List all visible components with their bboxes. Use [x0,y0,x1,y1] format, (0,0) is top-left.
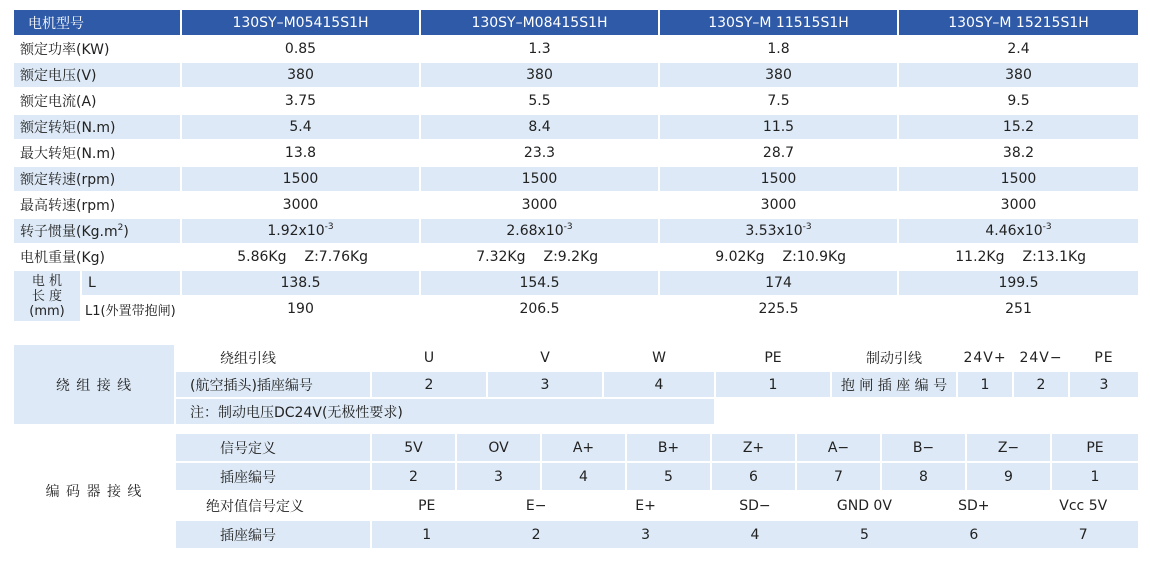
spec-value: 23.3 [420,140,659,166]
spec-row [13,140,1139,166]
length-value: 154.5 [420,270,659,296]
winding-lead-row [13,344,1139,371]
inertia-value: $4.46x10^{-3}$ [898,218,1139,244]
encoder-signal: Z+ [711,433,796,462]
spec-value: 3000 [181,192,420,218]
winding-socket: 3 [487,371,603,398]
abs-signal: SD+ [958,497,990,514]
abs-socket: 4 [750,526,760,543]
spec-value: 3000 [659,192,898,218]
encoder-socket: 2 [371,462,456,491]
spec-value: 38.2 [898,140,1139,166]
spec-value: 1500 [659,166,898,192]
weight-value: 5.86Kg Z:7.76Kg [181,244,420,270]
winding-lead: W [603,344,715,371]
spec-value: 380 [659,62,898,88]
model-name: 130SY–M05415S1H [181,9,420,36]
abs-socket-row [13,520,1139,549]
length-value: 190 [181,296,420,322]
spec-row [13,166,1139,192]
encoder-signal: A− [796,433,881,462]
brake-socket: 2 [1013,371,1069,398]
length-value: 206.5 [420,296,659,322]
spec-row-label: 额定转矩(N.m) [13,114,181,140]
spec-value: 5.5 [420,88,659,114]
brake-socket: 1 [957,371,1013,398]
winding-wiring-table [12,343,1140,426]
spec-value: 11.5 [659,114,898,140]
spec-value: 380 [420,62,659,88]
winding-lead-label: 绕组引线 [175,344,371,371]
spec-value: 3.75 [181,88,420,114]
encoder-socket: 9 [966,462,1051,491]
abs-socket: 3 [641,526,651,543]
spec-value: 1500 [420,166,659,192]
winding-lead: U [371,344,487,371]
brake-lead: 24V+ [957,344,1013,371]
length-value: 174 [659,270,898,296]
note-filler [715,398,1139,425]
weight-value: 11.2Kg Z:13.1Kg [898,244,1139,270]
winding-socket-row [13,371,1139,398]
encoder-signal: OV [456,433,541,462]
length-row-label: L1(外置带抱闸) [81,296,181,322]
encoder-socket: 7 [796,462,881,491]
spec-value: 1500 [898,166,1139,192]
winding-socket: 2 [371,371,487,398]
encoder-wiring-table [12,432,1140,550]
spec-value: 2.4 [898,36,1139,62]
abs-signal-row [13,491,1139,520]
abs-socket: 1 [422,526,432,543]
abs-signal: E− [525,497,547,514]
encoder-signal: B− [881,433,966,462]
weight-row [13,244,1139,270]
spec-value: 7.5 [659,88,898,114]
abs-signal-label: 绝对值信号定义 [175,491,371,520]
winding-socket: 4 [603,371,715,398]
brake-lead: PE [1069,344,1139,371]
encoder-signal-row [13,433,1139,462]
brake-socket: 3 [1069,371,1139,398]
spec-row-label: 最高转速(rpm) [13,192,181,218]
encoder-signal: Z− [966,433,1051,462]
spec-row-label: 额定转速(rpm) [13,166,181,192]
abs-socket-cells [371,520,1139,549]
abs-signal: SD− [739,497,771,514]
abs-signal: PE [418,497,436,514]
spec-value: 380 [898,62,1139,88]
winding-socket-label: (航空插头)插座编号 [175,371,371,398]
winding-lead: PE [715,344,831,371]
length-value: 225.5 [659,296,898,322]
length-value: 138.5 [181,270,420,296]
abs-socket: 7 [1078,526,1088,543]
abs-signal: Vcc 5V [1059,497,1108,514]
spec-value: 3000 [420,192,659,218]
winding-note-row [13,398,1139,425]
length-row-label: L [81,270,181,296]
abs-socket: 5 [859,526,869,543]
spec-row [13,114,1139,140]
model-header-label: 电机型号 [13,9,181,36]
model-name: 130SY–M 11515S1H [659,9,898,36]
length-row [13,270,1139,296]
inertia-value: $1.92x10^{-3}$ [181,218,420,244]
encoder-signal: A+ [541,433,626,462]
abs-signal: E+ [635,497,656,514]
spec-row-label: 额定功率(KW) [13,36,181,62]
encoder-signal: 5V [371,433,456,462]
spec-row-label: 最大转矩(N.m) [13,140,181,166]
brake-lead: 24V− [1013,344,1069,371]
spec-value: 13.8 [181,140,420,166]
encoder-socket: 4 [541,462,626,491]
spec-row [13,62,1139,88]
winding-lead: V [487,344,603,371]
encoder-socket: 1 [1051,462,1139,491]
spec-value: 1500 [181,166,420,192]
encoder-socket: 5 [626,462,711,491]
inertia-row [13,218,1139,244]
spec-row-label: 额定电压(V) [13,62,181,88]
brake-voltage-note: 注：制动电压DC24V(无极性要求) [175,398,715,425]
spec-value: 3000 [898,192,1139,218]
abs-socket-label: 插座编号 [175,520,371,549]
spec-value: 28.7 [659,140,898,166]
abs-socket: 2 [531,526,541,543]
weight-value: 9.02Kg Z:10.9Kg [659,244,898,270]
abs-signal: GND 0V [836,497,892,514]
length-value: 199.5 [898,270,1139,296]
encoder-socket: 8 [881,462,966,491]
spec-value: 15.2 [898,114,1139,140]
encoder-socket-row [13,462,1139,491]
spec-value: 5.4 [181,114,420,140]
spec-value: 0.85 [181,36,420,62]
brake-socket-label: 抱 闸 插 座 编 号 [831,371,957,398]
encoder-signal: B+ [626,433,711,462]
abs-signal-cells [371,491,1139,520]
encoder-signal: PE [1051,433,1139,462]
spec-value: 9.5 [898,88,1139,114]
encoder-socket-label: 插座编号 [175,462,371,491]
abs-socket: 6 [969,526,979,543]
weight-value: 7.32Kg Z:9.2Kg [420,244,659,270]
spec-header-row [13,9,1139,36]
inertia-value: $3.53x10^{-3}$ [659,218,898,244]
spec-row [13,192,1139,218]
spec-row [13,88,1139,114]
winding-socket: 1 [715,371,831,398]
encoder-socket: 6 [711,462,796,491]
spec-row-label: 额定电流(A) [13,88,181,114]
spec-value: 8.4 [420,114,659,140]
spec-value: 1.3 [420,36,659,62]
length-group-label: 电 机 长 度 (mm) [13,270,81,322]
spec-value: 1.8 [659,36,898,62]
encoder-section-label: 编 码 器 接 线 [13,433,175,549]
spec-row [13,36,1139,62]
motor-spec-table [12,8,1140,323]
length-value: 251 [898,296,1139,322]
model-name: 130SY–M08415S1H [420,9,659,36]
spec-value: 380 [181,62,420,88]
length-row [13,296,1139,322]
weight-label: 电机重量(Kg) [13,244,181,270]
brake-lead-label: 制动引线 [831,344,957,371]
inertia-label: 转子惯量$(Kg.m^2)$ [13,218,181,244]
encoder-socket: 3 [456,462,541,491]
model-name: 130SY–M 15215S1H [898,9,1139,36]
inertia-value: $2.68x10^{-3}$ [420,218,659,244]
winding-section-label: 绕 组 接 线 [13,344,175,425]
encoder-signal-label: 信号定义 [175,433,371,462]
